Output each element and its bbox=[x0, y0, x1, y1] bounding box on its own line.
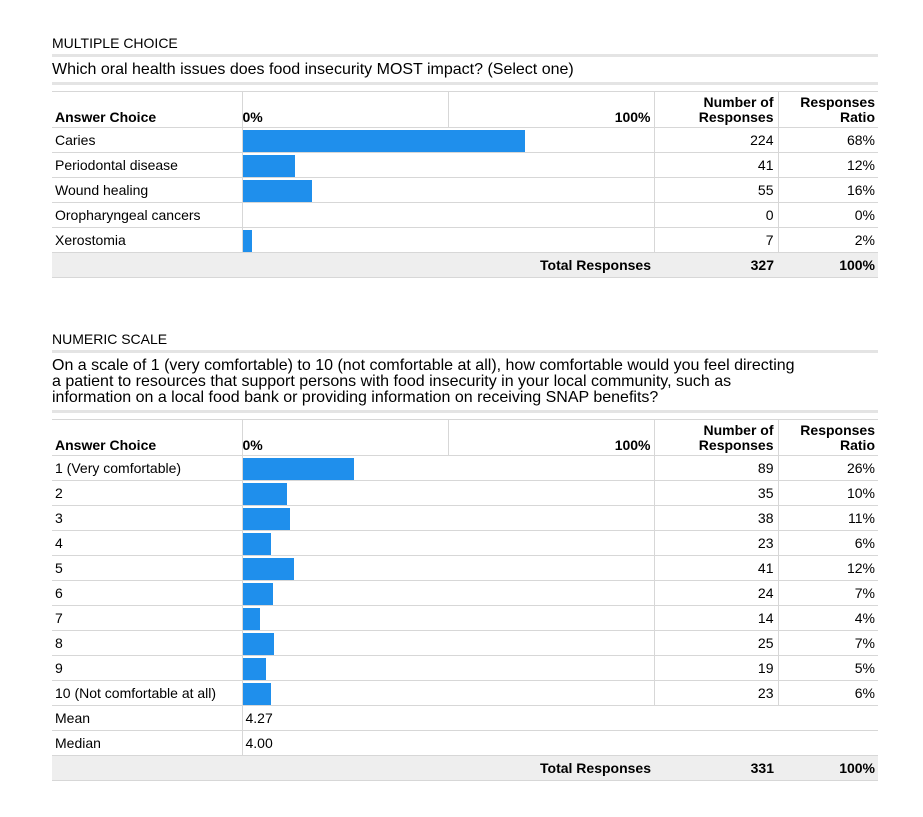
bar-cell bbox=[242, 531, 654, 556]
response-count: 7 bbox=[654, 228, 778, 253]
answer-row bbox=[52, 581, 878, 606]
answer-label: 1 (Very comfortable) bbox=[52, 456, 242, 481]
response-ratio: 4% bbox=[778, 606, 878, 631]
response-count: 24 bbox=[654, 581, 778, 606]
response-bar bbox=[243, 508, 290, 530]
answer-label: 2 bbox=[52, 481, 242, 506]
response-bar bbox=[243, 130, 525, 152]
total-cell bbox=[242, 253, 448, 278]
answer-label: Periodontal disease bbox=[52, 153, 242, 178]
question-type-label: MULTIPLE CHOICE bbox=[52, 35, 178, 51]
empty-cell bbox=[778, 731, 878, 756]
response-bar bbox=[243, 658, 266, 680]
hundred-percent-label: 100% bbox=[448, 420, 654, 456]
question-text: Which oral health issues does food insecurity MOST impact? (Select one) bbox=[52, 61, 574, 78]
bar-cell bbox=[242, 681, 654, 706]
response-count: 89 bbox=[654, 456, 778, 481]
number-of-responses-header bbox=[654, 92, 778, 128]
table-header-row bbox=[52, 92, 878, 128]
stat-value: 4.00 bbox=[242, 731, 448, 756]
response-count: 35 bbox=[654, 481, 778, 506]
multiple-choice-section bbox=[52, 35, 878, 278]
bar-cell bbox=[242, 153, 654, 178]
total-count: 327 bbox=[654, 253, 778, 278]
bar-cell bbox=[242, 178, 654, 203]
total-cell bbox=[52, 253, 242, 278]
zero-percent-label: 0% bbox=[242, 420, 448, 456]
response-ratio: 10% bbox=[778, 481, 878, 506]
response-count: 38 bbox=[654, 506, 778, 531]
bar-cell bbox=[242, 556, 654, 581]
response-bar bbox=[243, 558, 294, 580]
answer-label: 9 bbox=[52, 656, 242, 681]
bar-cell bbox=[242, 656, 654, 681]
header-line: Ratio bbox=[840, 437, 875, 453]
question-text bbox=[52, 358, 878, 406]
response-bar bbox=[243, 180, 312, 202]
bar-cell bbox=[242, 203, 654, 228]
number-of-responses-header bbox=[654, 420, 778, 456]
empty-cell bbox=[654, 731, 778, 756]
answer-row bbox=[52, 631, 878, 656]
response-ratio: 16% bbox=[778, 178, 878, 203]
bar-cell bbox=[242, 228, 654, 253]
total-count: 331 bbox=[654, 756, 778, 781]
answer-label: Caries bbox=[52, 128, 242, 153]
total-ratio: 100% bbox=[778, 756, 878, 781]
question-line: On a scale of 1 (very comfortable) to 10 (not comfortable at all), how comfortable would you feel directing bbox=[52, 357, 795, 374]
response-ratio: 6% bbox=[778, 681, 878, 706]
response-count: 224 bbox=[654, 128, 778, 153]
total-cell bbox=[242, 756, 448, 781]
answer-row bbox=[52, 656, 878, 681]
total-label: Total Responses bbox=[448, 756, 654, 781]
table-header-row bbox=[52, 420, 878, 456]
divider bbox=[52, 82, 878, 85]
response-count: 23 bbox=[654, 531, 778, 556]
header-line: Responses bbox=[800, 422, 875, 438]
answer-row bbox=[52, 128, 878, 153]
bar-cell bbox=[242, 581, 654, 606]
response-bar bbox=[243, 533, 271, 555]
header-line: Responses bbox=[698, 437, 774, 453]
empty-cell bbox=[778, 706, 878, 731]
bar-cell bbox=[242, 456, 654, 481]
response-count: 41 bbox=[654, 556, 778, 581]
response-bar bbox=[243, 633, 274, 655]
response-bar bbox=[243, 583, 273, 605]
response-count: 23 bbox=[654, 681, 778, 706]
total-row bbox=[52, 253, 878, 278]
answer-row bbox=[52, 228, 878, 253]
answer-row bbox=[52, 681, 878, 706]
response-ratio: 26% bbox=[778, 456, 878, 481]
answer-row bbox=[52, 606, 878, 631]
divider bbox=[52, 54, 878, 57]
total-cell bbox=[52, 756, 242, 781]
answer-label: 5 bbox=[52, 556, 242, 581]
answer-label: 10 (Not comfortable at all) bbox=[52, 681, 242, 706]
total-row bbox=[52, 756, 878, 781]
response-bar bbox=[243, 483, 287, 505]
answer-row bbox=[52, 506, 878, 531]
answer-label: Wound healing bbox=[52, 178, 242, 203]
response-ratio: 6% bbox=[778, 531, 878, 556]
results-table bbox=[52, 419, 878, 781]
answer-row bbox=[52, 203, 878, 228]
answer-row bbox=[52, 456, 878, 481]
total-label: Total Responses bbox=[448, 253, 654, 278]
response-ratio: 11% bbox=[778, 506, 878, 531]
answer-label: 7 bbox=[52, 606, 242, 631]
zero-percent-label: 0% bbox=[242, 92, 448, 128]
divider bbox=[52, 350, 878, 353]
response-bar bbox=[243, 458, 354, 480]
bar-cell bbox=[242, 606, 654, 631]
numeric-scale-section bbox=[52, 331, 878, 781]
response-count: 14 bbox=[654, 606, 778, 631]
answer-label: 6 bbox=[52, 581, 242, 606]
responses-ratio-header bbox=[778, 420, 878, 456]
total-ratio: 100% bbox=[778, 253, 878, 278]
header-line: Number of bbox=[703, 94, 774, 110]
response-ratio: 7% bbox=[778, 581, 878, 606]
answer-label: 8 bbox=[52, 631, 242, 656]
stat-row-mean bbox=[52, 706, 878, 731]
response-count: 41 bbox=[654, 153, 778, 178]
response-ratio: 2% bbox=[778, 228, 878, 253]
response-bar bbox=[243, 230, 252, 252]
bar-cell bbox=[242, 128, 654, 153]
response-count: 25 bbox=[654, 631, 778, 656]
response-ratio: 68% bbox=[778, 128, 878, 153]
responses-ratio-header bbox=[778, 92, 878, 128]
bar-cell bbox=[242, 481, 654, 506]
stat-label: Median bbox=[52, 731, 242, 756]
header-line: Responses bbox=[698, 109, 774, 125]
response-ratio: 0% bbox=[778, 203, 878, 228]
answer-label: 3 bbox=[52, 506, 242, 531]
response-count: 55 bbox=[654, 178, 778, 203]
empty-cell bbox=[654, 706, 778, 731]
question-line: a patient to resources that support persons with food insecurity in your local community, such as bbox=[52, 373, 732, 390]
empty-cell bbox=[448, 731, 654, 756]
hundred-percent-label: 100% bbox=[448, 92, 654, 128]
response-bar bbox=[243, 683, 271, 705]
header-line: Ratio bbox=[840, 109, 875, 125]
stat-row-median bbox=[52, 731, 878, 756]
answer-row bbox=[52, 153, 878, 178]
answer-row bbox=[52, 556, 878, 581]
response-ratio: 12% bbox=[778, 556, 878, 581]
answer-choice-header: Answer Choice bbox=[52, 92, 242, 128]
header-line: Number of bbox=[703, 422, 774, 438]
answer-row bbox=[52, 481, 878, 506]
empty-cell bbox=[448, 706, 654, 731]
response-count: 19 bbox=[654, 656, 778, 681]
answer-row bbox=[52, 531, 878, 556]
question-line: information on a local food bank or providing information on receiving SNAP benefits? bbox=[52, 389, 659, 406]
answer-rows bbox=[52, 128, 878, 253]
bar-cell bbox=[242, 631, 654, 656]
stat-value: 4.27 bbox=[242, 706, 448, 731]
answer-rows bbox=[52, 456, 878, 706]
response-count: 0 bbox=[654, 203, 778, 228]
answer-label: 4 bbox=[52, 531, 242, 556]
bar-cell bbox=[242, 506, 654, 531]
header-line: Responses bbox=[800, 94, 875, 110]
response-ratio: 5% bbox=[778, 656, 878, 681]
answer-label: Oropharyngeal cancers bbox=[52, 203, 242, 228]
answer-row bbox=[52, 178, 878, 203]
question-type-label: NUMERIC SCALE bbox=[52, 331, 168, 347]
response-bar bbox=[243, 608, 260, 630]
divider bbox=[52, 410, 878, 413]
response-ratio: 12% bbox=[778, 153, 878, 178]
stat-label: Mean bbox=[52, 706, 242, 731]
response-ratio: 7% bbox=[778, 631, 878, 656]
results-table bbox=[52, 91, 878, 278]
answer-choice-header: Answer Choice bbox=[52, 420, 242, 456]
response-bar bbox=[243, 155, 295, 177]
answer-label: Xerostomia bbox=[52, 228, 242, 253]
